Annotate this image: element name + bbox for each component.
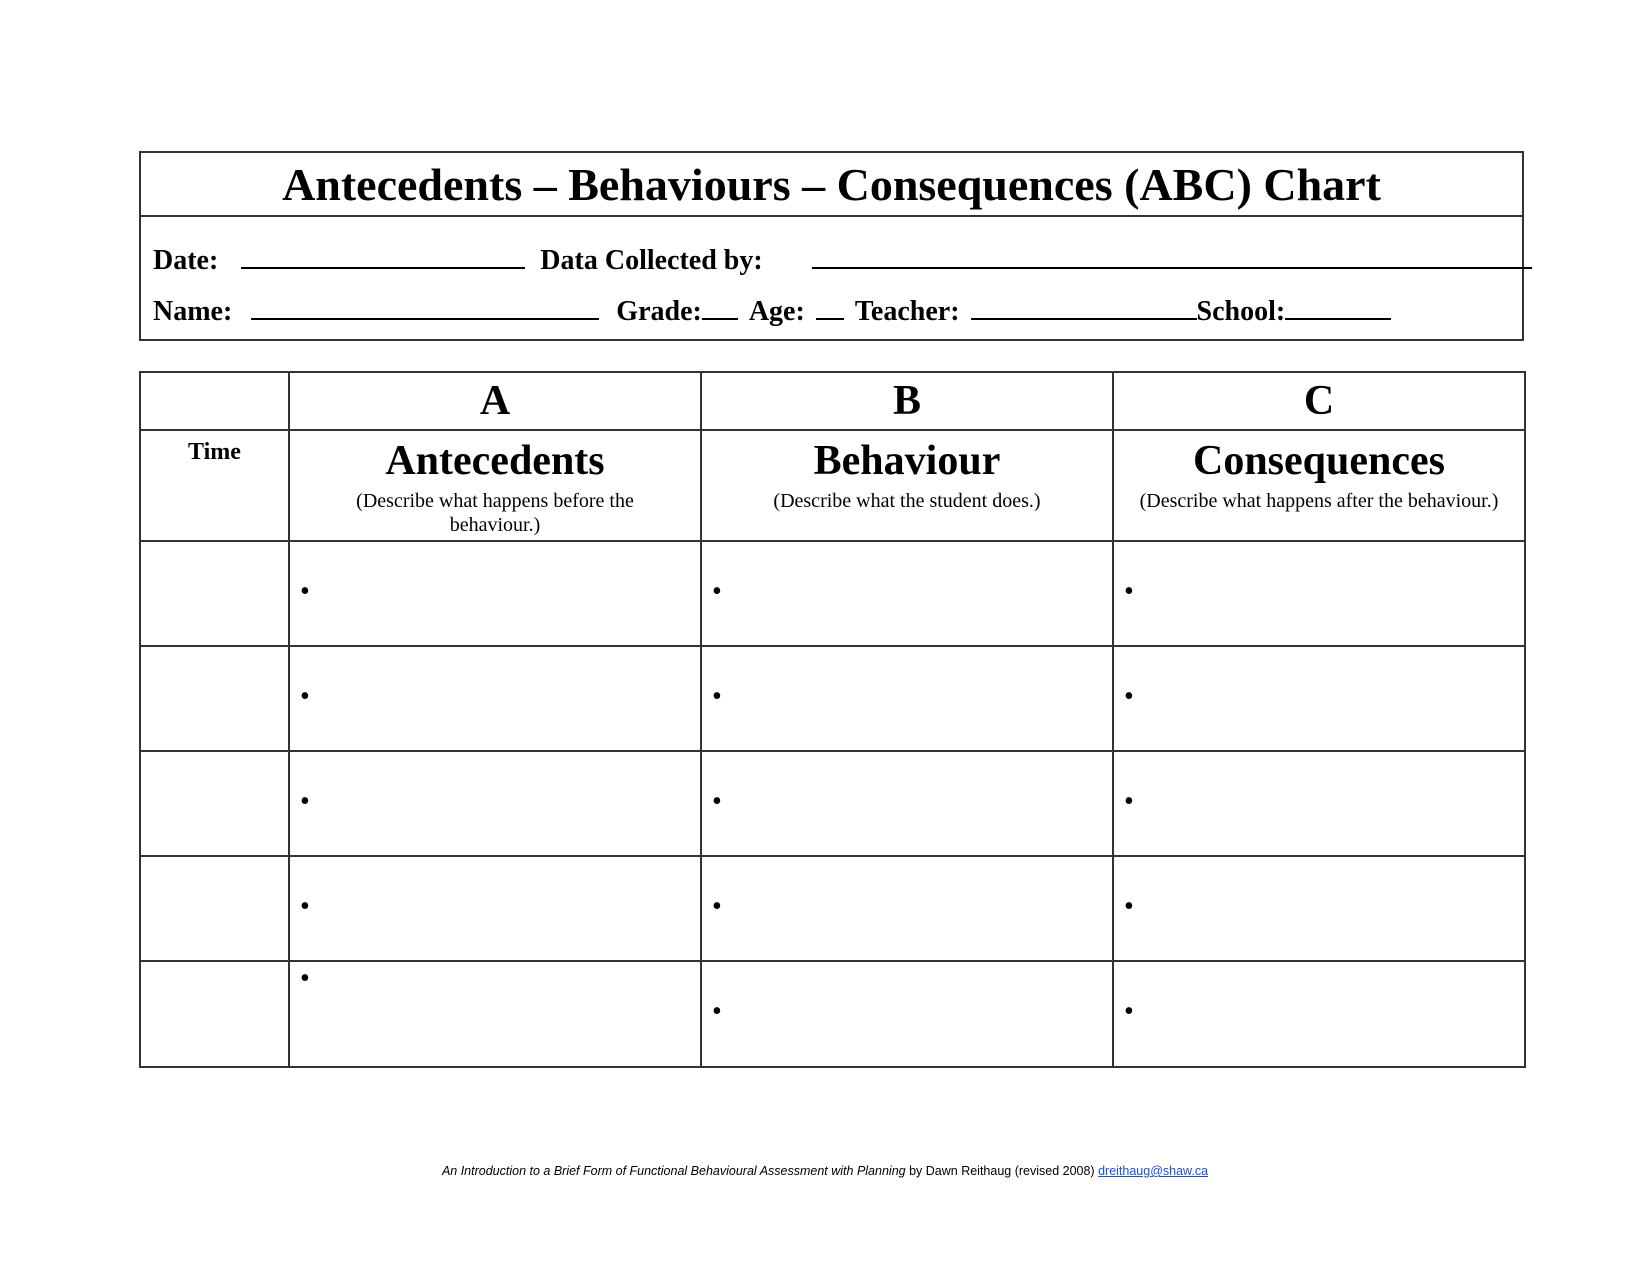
student-line	[153, 296, 1391, 328]
antecedents-header	[289, 430, 701, 541]
letter-row	[140, 372, 1525, 430]
time-cell[interactable]	[140, 541, 289, 646]
behaviour-cell[interactable]	[701, 961, 1113, 1067]
table-row	[140, 646, 1525, 751]
data-collected-label: Data Collected by:	[540, 245, 763, 276]
age-field[interactable]	[816, 296, 844, 320]
table-row	[140, 541, 1525, 646]
consequences-header	[1113, 430, 1525, 541]
name-label: Name:	[153, 296, 233, 327]
bullet: •	[712, 786, 722, 817]
bullet: •	[712, 576, 722, 607]
consequences-title: Consequences	[1192, 438, 1446, 484]
behaviour-header	[701, 430, 1113, 541]
antecedent-cell[interactable]	[289, 961, 701, 1067]
grade-label: Grade:	[616, 296, 702, 327]
bullet: •	[300, 891, 310, 922]
date-field[interactable]	[241, 245, 525, 269]
consequence-cell[interactable]	[1113, 751, 1525, 856]
consequence-cell[interactable]	[1113, 646, 1525, 751]
school-field[interactable]	[1285, 296, 1391, 320]
bullet: •	[300, 963, 310, 994]
school-label: School:	[1196, 296, 1286, 327]
bullet: •	[1124, 891, 1134, 922]
behaviour-cell[interactable]	[701, 856, 1113, 961]
table-row	[140, 961, 1525, 1067]
behaviour-cell[interactable]	[701, 646, 1113, 751]
teacher-label: Teacher:	[854, 296, 960, 327]
bullet: •	[1124, 996, 1134, 1027]
time-cell[interactable]	[140, 646, 289, 751]
antecedent-cell[interactable]	[289, 856, 701, 961]
teacher-field[interactable]	[971, 296, 1197, 320]
table-row	[140, 856, 1525, 961]
antecedent-cell[interactable]	[289, 751, 701, 856]
footer-publication-title: An Introduction to a Brief Form of Functional Behavioural Assessment with Planning	[441, 1164, 906, 1178]
antecedents-title: Antecedents	[385, 438, 605, 484]
age-label: Age:	[748, 296, 805, 327]
letter-b: B	[701, 372, 1113, 430]
bullet: •	[712, 996, 722, 1027]
grade-field[interactable]	[702, 296, 738, 320]
bullet: •	[1124, 576, 1134, 607]
abc-table	[139, 371, 1526, 1068]
antecedents-desc: (Describe what happens before the behaviour.)	[356, 490, 634, 536]
bullet: •	[300, 681, 310, 712]
footer-author: by Dawn Reithaug (revised 2008)	[905, 1164, 1099, 1178]
column-header-row	[140, 430, 1525, 541]
table-row	[140, 751, 1525, 856]
data-collected-field[interactable]	[812, 245, 1532, 269]
date-line	[153, 245, 1532, 277]
bullet: •	[1124, 786, 1134, 817]
corner-cell	[140, 372, 289, 430]
chart-title: Antecedents – Behaviours – Consequences (ABC) Chart	[141, 153, 1522, 217]
footer-email-link[interactable]: dreithaug@shaw.ca	[1098, 1164, 1209, 1178]
behaviour-cell[interactable]	[701, 541, 1113, 646]
bullet: •	[300, 786, 310, 817]
chart-header-box	[139, 151, 1524, 341]
footer-credit	[0, 1164, 1650, 1178]
time-cell[interactable]	[140, 751, 289, 856]
bullet: •	[1124, 681, 1134, 712]
behaviour-title: Behaviour	[813, 438, 1001, 484]
consequence-cell[interactable]	[1113, 541, 1525, 646]
behaviour-desc: (Describe what the student does.)	[773, 490, 1041, 512]
time-header: Time	[140, 430, 289, 541]
behaviour-cell[interactable]	[701, 751, 1113, 856]
name-field[interactable]	[251, 296, 599, 320]
time-cell[interactable]	[140, 961, 289, 1067]
date-label: Date:	[153, 245, 219, 276]
time-cell[interactable]	[140, 856, 289, 961]
consequence-cell[interactable]	[1113, 856, 1525, 961]
letter-c: C	[1113, 372, 1525, 430]
consequences-desc: (Describe what happens after the behaviour.)	[1139, 490, 1499, 512]
bullet: •	[300, 576, 310, 607]
letter-a: A	[289, 372, 701, 430]
bullet: •	[712, 681, 722, 712]
bullet: •	[712, 891, 722, 922]
consequence-cell[interactable]	[1113, 961, 1525, 1067]
antecedent-cell[interactable]	[289, 646, 701, 751]
antecedent-cell[interactable]	[289, 541, 701, 646]
